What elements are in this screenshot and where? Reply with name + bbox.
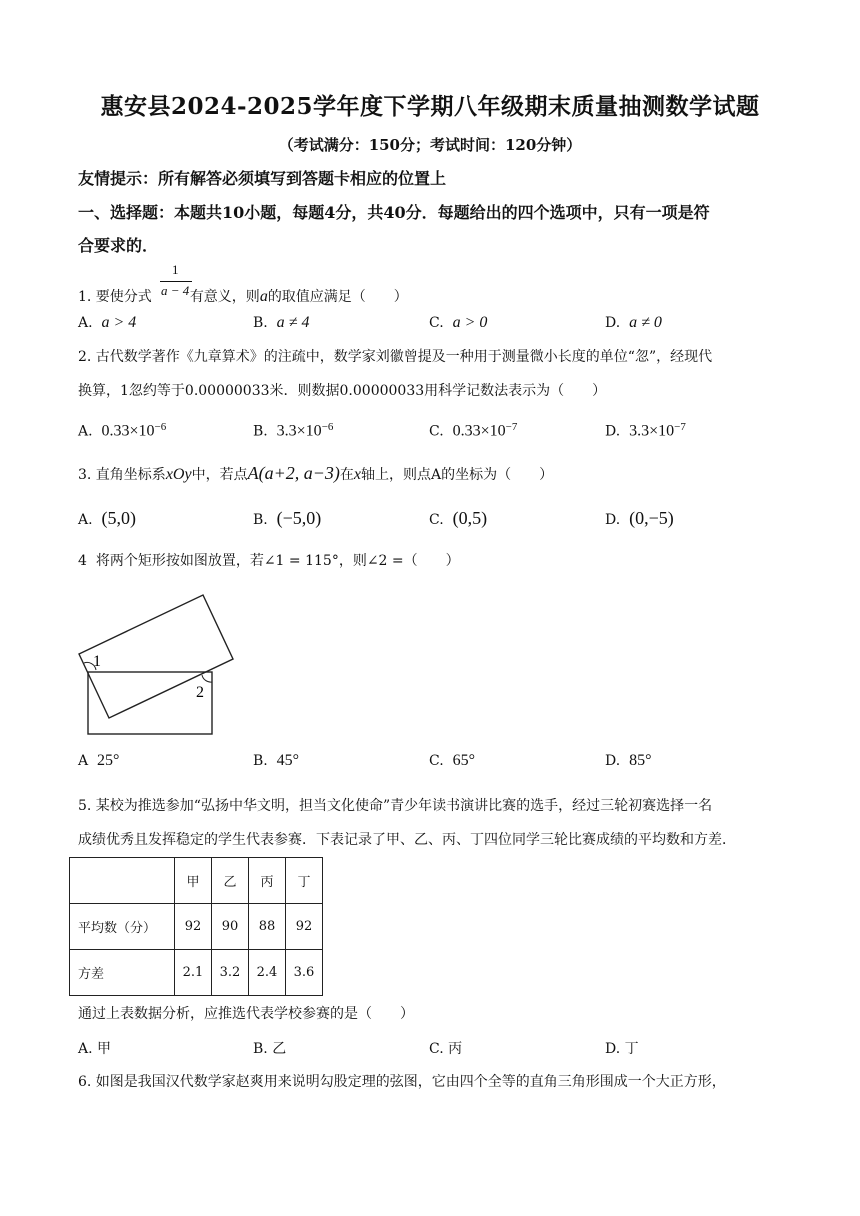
q1-stem xyxy=(78,286,408,306)
q5-option-b[interactable]: B. 乙 xyxy=(253,1041,287,1057)
q1-option-d[interactable]: D. a ≠ 0 xyxy=(605,314,662,331)
table-cell: 90 xyxy=(212,904,249,950)
table-cell: 92 xyxy=(175,904,212,950)
table-cell: 2.4 xyxy=(249,950,286,996)
q5-line1: 5. 某校为推选参加“弘扬中华文明，担当文化使命”青少年读书演讲比赛的选手，经过三轮初赛选择一名 xyxy=(78,798,713,814)
q4-option-c[interactable]: C. 65° xyxy=(429,752,475,769)
section-heading-line2: 合要求的． xyxy=(78,236,159,255)
angle1-label: 1 xyxy=(93,653,101,670)
q1-fraction-denominator: a − 4 xyxy=(161,283,190,298)
q4-option-d[interactable]: D. 85° xyxy=(605,752,652,769)
lower-rectangle xyxy=(88,672,212,734)
table-cell: 3.6 xyxy=(286,950,323,996)
q3-option-c[interactable]: C. (0,5) xyxy=(429,508,488,528)
table-cell: 2.1 xyxy=(175,950,212,996)
exam-subtitle: （考试满分：150分；考试时间：120分钟） xyxy=(278,136,582,154)
q4-stem: 4 将两个矩形按如图放置，若∠1 = 115°，则∠2 =（ ） xyxy=(78,553,460,569)
q3-coordinate-system: xOy xyxy=(165,466,192,483)
q3-point: A(a+2, a−3) xyxy=(247,463,340,483)
table-header-cell: 乙 xyxy=(212,858,249,904)
tilted-rectangle xyxy=(79,595,233,718)
q4-option-b[interactable]: B. 45° xyxy=(253,752,300,769)
table-cell: 88 xyxy=(249,904,286,950)
q5-option-d[interactable]: D. 丁 xyxy=(605,1041,639,1057)
angle2-arc xyxy=(202,675,212,682)
q1-var: a xyxy=(259,288,268,305)
table-cell: 92 xyxy=(286,904,323,950)
q1-fraction-bar xyxy=(160,281,192,282)
q3-option-a[interactable]: A. (5,0) xyxy=(78,508,136,528)
table-header-cell xyxy=(70,858,175,904)
q2-line1: 2. 古代数学著作《九章算术》的注疏中，数学家刘徽曾提及一种用于测量微小长度的单位“忽”，经现代 xyxy=(78,349,713,365)
friendly-tip: 友情提示：所有解答必须填写到答题卡相应的位置上 xyxy=(78,169,447,188)
q2-line2: 换算，1忽约等于0.00000033米．则数据0.00000033用科学记数法表示为（ ） xyxy=(78,383,607,399)
q2-option-b[interactable]: B. $3.3\times 10^{-6}$ xyxy=(253,421,334,440)
q2-option-d[interactable]: D. $3.3\times 10^{-7}$ xyxy=(605,421,686,440)
q1-option-c[interactable]: C. a > 0 xyxy=(429,314,488,331)
angle2-label: 2 xyxy=(196,684,204,701)
scores-table xyxy=(69,857,323,996)
table-row xyxy=(70,904,323,950)
table-row xyxy=(70,950,323,996)
q5-option-a[interactable]: A. 甲 xyxy=(78,1041,112,1057)
q2-option-a[interactable]: A. $0.33\times 10^{-6}$ xyxy=(78,421,167,440)
table-cell: 3.2 xyxy=(212,950,249,996)
table-cell: 平均数（分） xyxy=(70,904,175,950)
q3-option-d[interactable]: D. (0,−5) xyxy=(605,508,674,528)
q5-question: 通过上表数据分析，应推选代表学校参赛的是（ ） xyxy=(78,1006,414,1022)
q3-option-b[interactable]: B. (−5,0) xyxy=(253,508,322,528)
q1-suffix: 的取值应满足（ ） xyxy=(267,289,408,305)
q3-stem: 3. 直角坐标系xOy中，若点A(a+2, a−3)在x轴上，则点A的坐标为（ ） xyxy=(78,463,554,483)
q1-option-b[interactable]: B. a ≠ 4 xyxy=(253,314,310,331)
q4-option-a[interactable]: A 25° xyxy=(78,752,120,769)
table-row xyxy=(70,858,323,904)
q1-prefix: 1. 要使分式 xyxy=(78,289,152,305)
q6-line1: 6. 如图是我国汉代数学家赵爽用来说明勾股定理的弦图，它由四个全等的直角三角形围成一个大正方形， xyxy=(78,1074,726,1090)
q1-fraction-numerator: 1 xyxy=(172,262,179,277)
table-header-cell: 甲 xyxy=(175,858,212,904)
q5-option-c[interactable]: C. 丙 xyxy=(429,1041,463,1057)
section-heading-line1: 一、选择题：本题共10小题，每题4分，共40分．每题给出的四个选项中，只有一项是符 xyxy=(78,203,710,222)
exam-title: 惠安县2024-2025学年度下学期八年级期末质量抽测数学试题 xyxy=(100,93,760,120)
q5-line2: 成绩优秀且发挥稳定的学生代表参赛．下表记录了甲、乙、丙、丁四位同学三轮比赛成绩的平均数和方差． xyxy=(78,832,736,848)
q4-rectangles-figure xyxy=(74,590,244,740)
table-header-cell: 丙 xyxy=(249,858,286,904)
table-header-cell: 丁 xyxy=(286,858,323,904)
q2-option-c[interactable]: C. $0.33\times 10^{-7}$ xyxy=(429,421,518,440)
table-cell: 方差 xyxy=(70,950,175,996)
q1-middle: 有意义，则 xyxy=(189,289,260,305)
q1-option-a[interactable]: A. a > 4 xyxy=(78,314,137,331)
q3-axis: x xyxy=(353,466,361,483)
